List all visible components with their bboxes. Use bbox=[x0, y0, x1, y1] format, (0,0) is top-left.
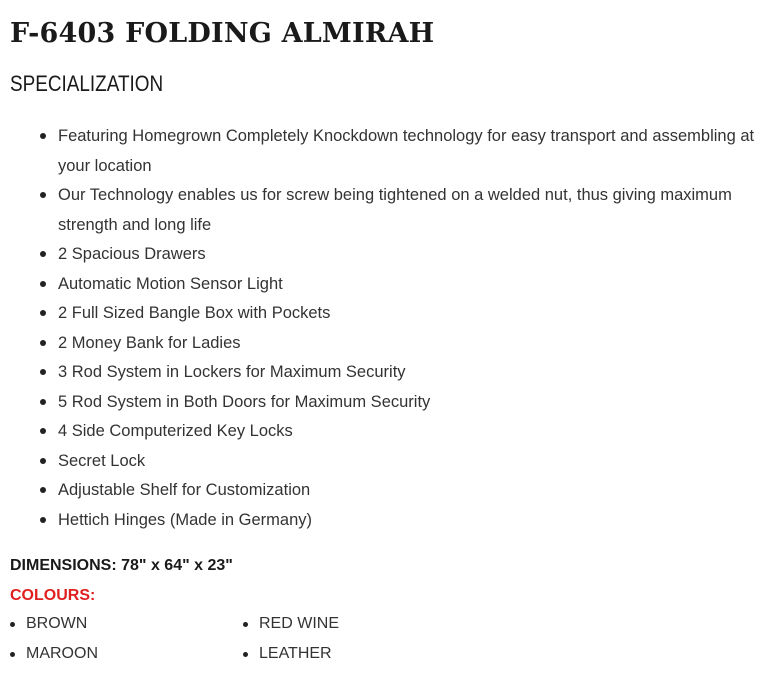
colours-heading: COLOURS: bbox=[10, 587, 96, 604]
feature-item: 5 Rod System in Both Doors for Maximum Security bbox=[40, 388, 765, 418]
feature-item: 3 Rod System in Lockers for Maximum Security bbox=[40, 358, 765, 388]
feature-item: 2 Money Bank for Ladies bbox=[40, 329, 765, 359]
feature-item: Our Technology enables us for screw being tightened on a welded nut, thus giving maximum strength and long life bbox=[40, 181, 765, 240]
feature-item: 2 Spacious Drawers bbox=[40, 240, 765, 270]
colour-item-leather: LEATHER bbox=[243, 645, 332, 663]
section-heading-specialization: SPECIALIZATION bbox=[10, 71, 164, 96]
feature-item: Automatic Motion Sensor Light bbox=[40, 270, 765, 300]
feature-item: Adjustable Shelf for Customization bbox=[40, 476, 765, 506]
feature-list bbox=[40, 122, 765, 535]
colour-item-red-wine: RED WINE bbox=[243, 615, 339, 633]
feature-item: Hettich Hinges (Made in Germany) bbox=[40, 506, 765, 536]
feature-item: 2 Full Sized Bangle Box with Pockets bbox=[40, 299, 765, 329]
colour-item-maroon: MAROON bbox=[10, 645, 98, 663]
feature-item: 4 Side Computerized Key Locks bbox=[40, 417, 765, 447]
dimensions-text: DIMENSIONS: 78" x 64" x 23" bbox=[10, 557, 233, 574]
colour-item-brown: BROWN bbox=[10, 615, 87, 633]
product-title: F-6403 FOLDING ALMIRAH bbox=[10, 18, 435, 49]
feature-item: Secret Lock bbox=[40, 447, 765, 477]
feature-item: Featuring Homegrown Completely Knockdown technology for easy transport and assembling at your location bbox=[40, 122, 765, 181]
